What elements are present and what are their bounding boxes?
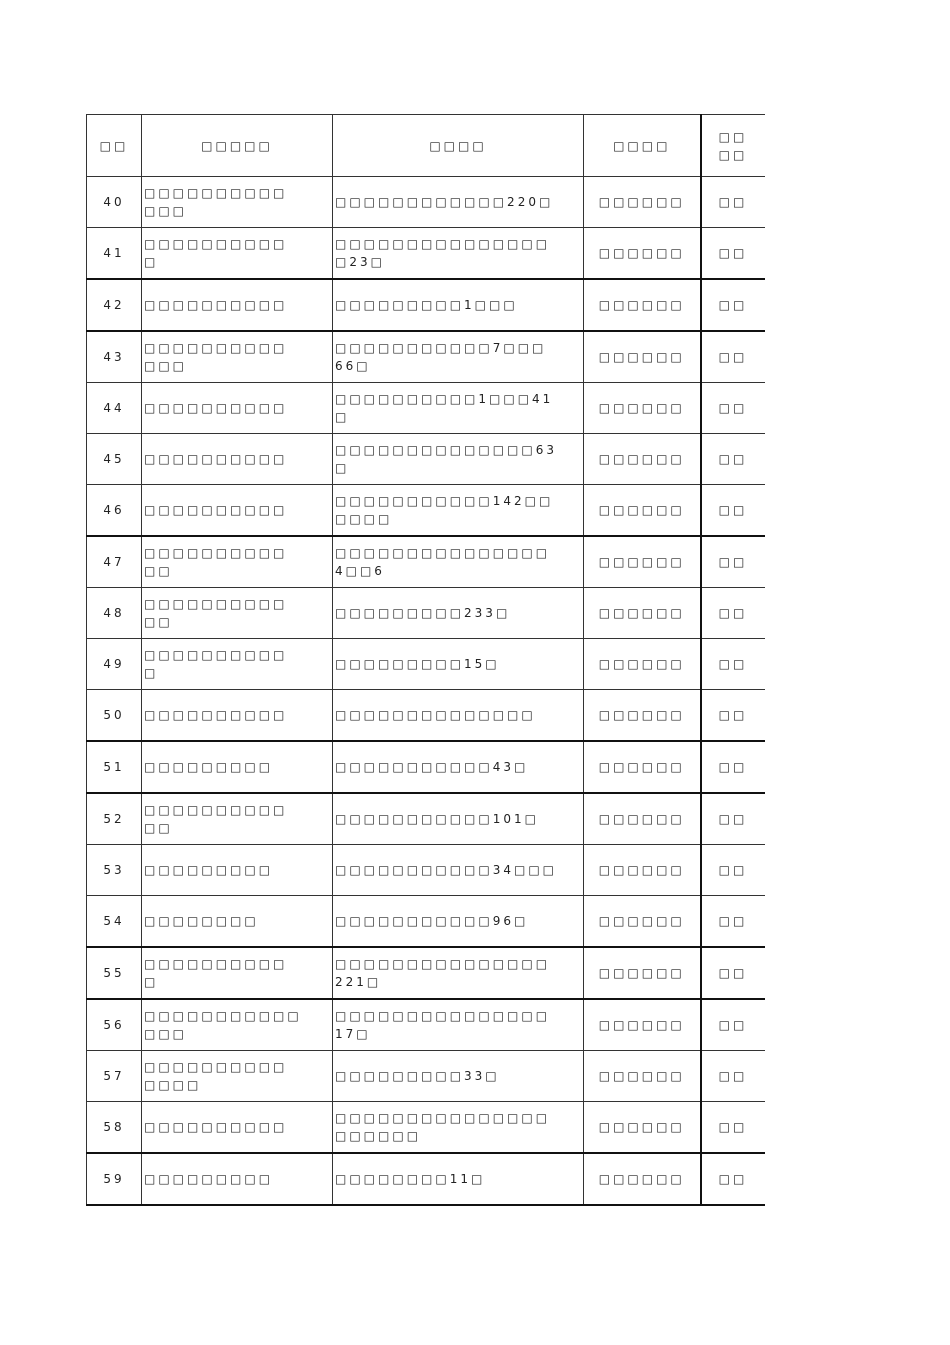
row-name: □□□□□□□□□ bbox=[142, 845, 333, 896]
row-name: □□□□□□□□□□ □□ bbox=[142, 793, 333, 845]
row-status: □□ bbox=[701, 947, 765, 999]
row-status: □□ bbox=[701, 1153, 765, 1205]
row-type: □□□□□□ bbox=[584, 690, 701, 742]
row-type: □□□□□□ bbox=[584, 228, 701, 280]
row-type: □□□□□□ bbox=[584, 639, 701, 690]
row-name: □□□□□□□□□□ bbox=[142, 485, 333, 537]
table-row bbox=[87, 485, 765, 537]
table-row bbox=[87, 1051, 765, 1102]
row-status: □□ bbox=[701, 793, 765, 845]
row-type: □□□□□□ bbox=[584, 434, 701, 485]
row-type: □□□□□□ bbox=[584, 896, 701, 948]
row-type: □□□□□□ bbox=[584, 279, 701, 331]
row-number: 42 bbox=[87, 279, 142, 331]
row-number: 53 bbox=[87, 845, 142, 896]
row-name: □□□□□□□□□□ bbox=[142, 383, 333, 434]
row-status: □□ bbox=[701, 279, 765, 331]
table-row bbox=[87, 383, 765, 434]
row-address: □□□□□□□□□□1□□□41 □ bbox=[333, 383, 584, 434]
row-name: □□□□□□□□□□ bbox=[142, 434, 333, 485]
row-address: □□□□□□□□□1□□□ bbox=[333, 279, 584, 331]
row-number: 47 bbox=[87, 536, 142, 588]
row-type: □□□□□□ bbox=[584, 588, 701, 639]
table-row bbox=[87, 896, 765, 948]
row-status: □□ bbox=[701, 536, 765, 588]
table-row bbox=[87, 741, 765, 793]
row-type: □□□□□□ bbox=[584, 485, 701, 537]
row-address: □□□□□□□□□□□□□□63 □ bbox=[333, 434, 584, 485]
row-type: □□□□□□ bbox=[584, 999, 701, 1051]
row-address: □□□□□□□□□□□101□ bbox=[333, 793, 584, 845]
row-address: □□□□□□□□□□□7□□□ 66□ bbox=[333, 331, 584, 383]
row-address: □□□□□□□□□□□□□□□ 221□ bbox=[333, 947, 584, 999]
row-status: □□ bbox=[701, 1102, 765, 1154]
row-address: □□□□□□□□□15□ bbox=[333, 639, 584, 690]
row-status: □□ bbox=[701, 639, 765, 690]
row-address: □□□□□□□□□□□96□ bbox=[333, 896, 584, 948]
row-name: □□□□□□□□ bbox=[142, 896, 333, 948]
row-address: □□□□□□□□□□□34□□□ bbox=[333, 845, 584, 896]
table-row bbox=[87, 1102, 765, 1154]
row-number: 58 bbox=[87, 1102, 142, 1154]
row-name: □□□□□□□□□□ □□ bbox=[142, 536, 333, 588]
row-status: □□ bbox=[701, 690, 765, 742]
table-row bbox=[87, 228, 765, 280]
row-name: □□□□□□□□□□ □ bbox=[142, 639, 333, 690]
table-row bbox=[87, 947, 765, 999]
table-row bbox=[87, 845, 765, 896]
row-address: □□□□□□□□□□□142□□ □□□□ bbox=[333, 485, 584, 537]
row-name: □□□□□□□□□□ bbox=[142, 279, 333, 331]
row-number: 46 bbox=[87, 485, 142, 537]
header-status: □□ □□ bbox=[701, 115, 765, 177]
row-number: 48 bbox=[87, 588, 142, 639]
row-type: □□□□□□ bbox=[584, 383, 701, 434]
row-address: □□□□□□□□□□□□□□□ □□□□□□ bbox=[333, 1102, 584, 1154]
row-name: □□□□□□□□□□ bbox=[142, 690, 333, 742]
row-number: 51 bbox=[87, 741, 142, 793]
row-number: 50 bbox=[87, 690, 142, 742]
row-address: □□□□□□□□□33□ bbox=[333, 1051, 584, 1102]
row-type: □□□□□□ bbox=[584, 845, 701, 896]
table-row bbox=[87, 177, 765, 228]
table-row bbox=[87, 588, 765, 639]
row-status: □□ bbox=[701, 331, 765, 383]
table-row bbox=[87, 690, 765, 742]
row-status: □□ bbox=[701, 228, 765, 280]
row-number: 45 bbox=[87, 434, 142, 485]
table-row bbox=[87, 279, 765, 331]
table-row bbox=[87, 793, 765, 845]
row-status: □□ bbox=[701, 485, 765, 537]
row-type: □□□□□□ bbox=[584, 331, 701, 383]
row-number: 40 bbox=[87, 177, 142, 228]
row-type: □□□□□□ bbox=[584, 1051, 701, 1102]
row-name: □□□□□□□□□□ □□□□ bbox=[142, 1051, 333, 1102]
row-address: □□□□□□□□□□□□□□□ 17□ bbox=[333, 999, 584, 1051]
row-number: 55 bbox=[87, 947, 142, 999]
row-type: □□□□□□ bbox=[584, 793, 701, 845]
header-address: □□□□ bbox=[333, 115, 584, 177]
header-type: □□□□ bbox=[584, 115, 701, 177]
header-name: □□□□□ bbox=[142, 115, 333, 177]
row-name: □□□□□□□□□ bbox=[142, 741, 333, 793]
data-table bbox=[86, 114, 765, 1206]
row-address: □□□□□□□□□□□□220□ bbox=[333, 177, 584, 228]
row-address: □□□□□□□□□□□43□ bbox=[333, 741, 584, 793]
row-address: □□□□□□□□□□□□□□□ 4□□6 bbox=[333, 536, 584, 588]
header-no: □□ bbox=[87, 115, 142, 177]
row-number: 49 bbox=[87, 639, 142, 690]
row-name: □□□□□□□□□□ □ bbox=[142, 947, 333, 999]
row-address: □□□□□□□□□□□□□□□ □23□ bbox=[333, 228, 584, 280]
row-type: □□□□□□ bbox=[584, 177, 701, 228]
row-number: 43 bbox=[87, 331, 142, 383]
row-name: □□□□□□□□□□ □□ bbox=[142, 588, 333, 639]
row-type: □□□□□□ bbox=[584, 1102, 701, 1154]
row-number: 41 bbox=[87, 228, 142, 280]
row-status: □□ bbox=[701, 999, 765, 1051]
row-number: 59 bbox=[87, 1153, 142, 1205]
table-row bbox=[87, 999, 765, 1051]
table-body bbox=[87, 177, 765, 1206]
row-number: 54 bbox=[87, 896, 142, 948]
row-status: □□ bbox=[701, 1051, 765, 1102]
row-type: □□□□□□ bbox=[584, 536, 701, 588]
row-status: □□ bbox=[701, 177, 765, 228]
row-address: □□□□□□□□□□□□□□ bbox=[333, 690, 584, 742]
row-number: 52 bbox=[87, 793, 142, 845]
table-row bbox=[87, 639, 765, 690]
table-row bbox=[87, 434, 765, 485]
row-status: □□ bbox=[701, 845, 765, 896]
row-status: □□ bbox=[701, 741, 765, 793]
header-row bbox=[87, 115, 765, 177]
row-number: 56 bbox=[87, 999, 142, 1051]
row-status: □□ bbox=[701, 434, 765, 485]
row-name: □□□□□□□□□□ □ bbox=[142, 228, 333, 280]
row-name: □□□□□□□□□ bbox=[142, 1153, 333, 1205]
row-name: □□□□□□□□□□□ □□□ bbox=[142, 999, 333, 1051]
row-address: □□□□□□□□11□ bbox=[333, 1153, 584, 1205]
row-type: □□□□□□ bbox=[584, 1153, 701, 1205]
row-name: □□□□□□□□□□ □□□ bbox=[142, 331, 333, 383]
row-number: 57 bbox=[87, 1051, 142, 1102]
row-type: □□□□□□ bbox=[584, 741, 701, 793]
row-status: □□ bbox=[701, 588, 765, 639]
table-row bbox=[87, 1153, 765, 1205]
row-type: □□□□□□ bbox=[584, 947, 701, 999]
row-name: □□□□□□□□□□ bbox=[142, 1102, 333, 1154]
row-status: □□ bbox=[701, 896, 765, 948]
table-row bbox=[87, 536, 765, 588]
row-address: □□□□□□□□□233□ bbox=[333, 588, 584, 639]
row-status: □□ bbox=[701, 383, 765, 434]
table-row bbox=[87, 331, 765, 383]
row-name: □□□□□□□□□□ □□□ bbox=[142, 177, 333, 228]
row-number: 44 bbox=[87, 383, 142, 434]
